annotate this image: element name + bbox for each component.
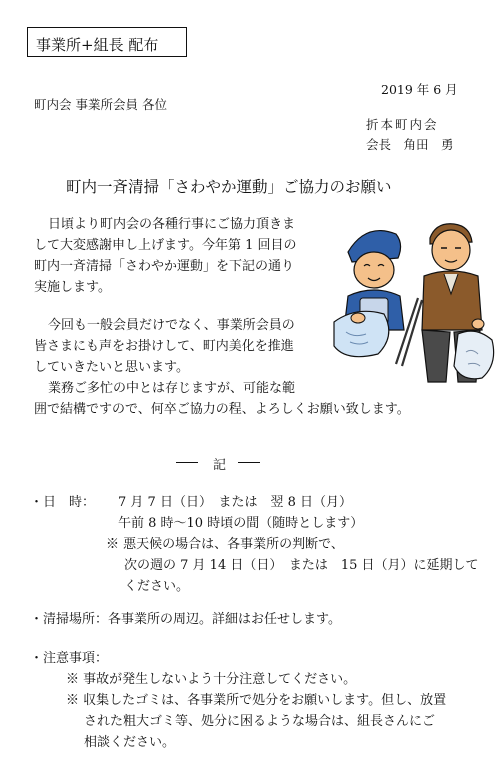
notes-label: ・注意事項：	[30, 651, 109, 666]
paragraph-line: 業務ご多忙の中とは存じますが、可能な範	[48, 381, 296, 396]
weather-note-line: ※ 悪天候の場合は、各事業所の判断で、	[106, 537, 344, 552]
ki-rule-right	[238, 462, 260, 463]
distribution-label: 事業所+組長 配布	[36, 36, 159, 54]
datetime-label: ・日 時：	[30, 495, 96, 510]
weather-note-line: 次の週の 7 月 14 日（日） または 15 日（月）に延期して	[124, 558, 479, 573]
paragraph-line: 実施します。	[34, 280, 111, 295]
note-line: 相談ください。	[84, 735, 176, 750]
paragraph-line: 日頃より町内会の各種行事にご協力頂きま	[48, 217, 296, 232]
man-volunteer-figure	[396, 224, 494, 382]
note-line: ※ 事故が発生しないよう十分注意してください。	[66, 672, 357, 687]
cleaning-place: ・清掃場所：各事業所の周辺。詳細はお任せします。	[30, 612, 341, 627]
paragraph-line: 囲で結構ですので、何卒ご協力の程、よろしくお願い致します。	[34, 402, 410, 417]
document-date: 2019 年 6 月	[381, 82, 458, 97]
ki-heading: 記	[213, 458, 227, 473]
sender-president: 会長 角田 勇	[366, 137, 454, 152]
paragraph-line: して大変感謝申し上げます。今年第 1 回目の	[34, 238, 297, 253]
note-line: ※ 収集したゴミは、各事業所で処分をお願いします。但し、放置	[66, 693, 447, 708]
paragraph-line: 町内一斉清掃「さわやか運動」を下記の通り	[34, 259, 295, 274]
cleanup-volunteers-illustration	[326, 214, 498, 384]
weather-note-line: ください。	[124, 579, 190, 594]
document-title: 町内一斉清掃「さわやか運動」ご協力のお願い	[66, 178, 392, 196]
paragraph-line: 今回も一般会員だけでなく、事業所会員の	[48, 318, 295, 333]
woman-volunteer-figure	[334, 231, 404, 357]
paragraph-line: していきたいと思います。	[34, 360, 189, 375]
addressee: 町内会 事業所会員 各位	[34, 97, 167, 112]
sender-organization: 折本町内会	[366, 117, 439, 132]
ki-rule-left	[176, 462, 198, 463]
note-line: された粗大ゴミ等、処分に困るような場合は、組長さんにご	[84, 714, 436, 729]
paragraph-line: 皆さまにも声をお掛けして、町内美化を推進	[34, 339, 294, 354]
datetime-time: 午前 8 時～10 時頃の間（随時とします）	[118, 516, 364, 531]
datetime-main: 7 月 7 日（日） または 翌 8 日（月）	[118, 495, 352, 510]
